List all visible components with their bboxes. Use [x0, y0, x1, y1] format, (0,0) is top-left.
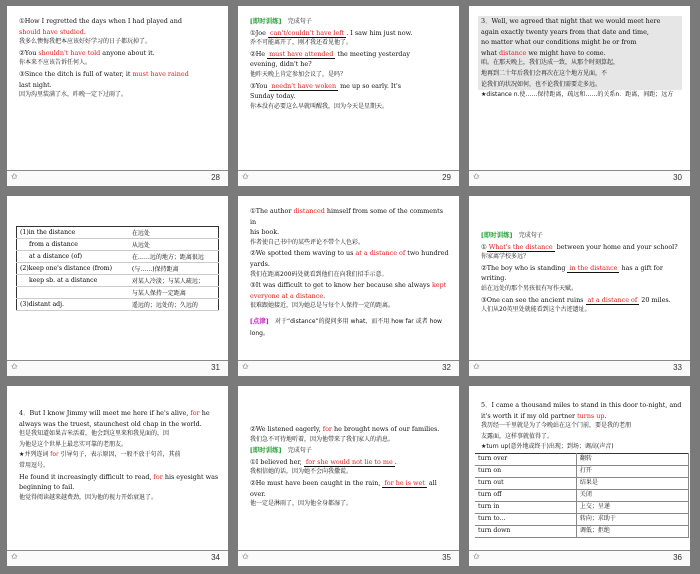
sentence-text: ②We listened eagerly, — [250, 425, 323, 433]
chinese-translation: 我们在距离200码处就看到他们在向我们招手示意。 — [250, 270, 388, 278]
slide-number: 30 — [673, 173, 682, 182]
sentence-text: the meeting yesterday — [335, 49, 410, 58]
slide-footer — [7, 550, 228, 566]
chinese-translation: 因为沟里装满了水，昨晚一定下过雨了。 — [19, 91, 128, 99]
answer-blank: at a distance of — [587, 295, 638, 304]
answer-text: kept — [431, 281, 447, 290]
table-row: turn off 关闭 — [475, 489, 689, 501]
sentence-text: his book. — [250, 228, 280, 237]
table-row: (1)in the distance 在远处 — [17, 227, 219, 239]
sentence-text: ②He must have been caught in the rain, — [250, 478, 383, 487]
table-row: turn out 结果是 — [475, 477, 689, 489]
table-row: (2)keep one's distance (from) (与……)保持距离 — [17, 263, 219, 275]
chinese-translation: 友露面，这样事就值得了。 — [481, 432, 554, 440]
sentence-text: beginning to fail. — [19, 483, 75, 492]
slide-28[interactable] — [7, 6, 228, 186]
slide-footer — [469, 550, 690, 566]
sentence-text: anyone about it. — [100, 48, 155, 57]
chinese-translation: 我多么懊悔我把本应该好好学习的日子都玩掉了。 — [19, 38, 152, 46]
table-row: turn to... 转向；求助于 — [475, 513, 689, 525]
slide-content — [19, 16, 220, 101]
sentence-text: we might have to come. — [526, 48, 606, 57]
table-row: turn on 打开 — [475, 465, 689, 477]
star-icon[interactable]: ✩ — [11, 172, 18, 181]
slide-content — [19, 408, 220, 503]
highlight-word: for — [322, 425, 332, 433]
sentence-text: what — [481, 48, 499, 57]
sentence-text: always was the truest, staunchest old chap in the world. — [19, 419, 202, 428]
table-row: 与某人保持一定距离 — [17, 287, 219, 299]
slide-footer — [7, 360, 228, 376]
grammar-note: 常用逗号。 — [19, 461, 50, 469]
answer-blank: What's the distance — [488, 242, 553, 251]
grammar-note: ★并列连词 — [19, 451, 51, 459]
table-row: turn down 调低；拒绝 — [475, 525, 689, 537]
slide-content — [250, 206, 451, 339]
answer-text: must have rained — [132, 69, 189, 78]
slide-30[interactable] — [469, 6, 690, 186]
sentence-text: ②The boy who is standing — [481, 263, 568, 272]
answer-text: distanced — [293, 207, 325, 215]
chinese-translation: 你本没有必要这么早就叫醒我，因为今天是星期天。 — [250, 102, 389, 110]
chinese-translation: 人们从20英里处就能看到这个古迹遗址。 — [481, 306, 591, 314]
sentence-text: ①Joe — [250, 28, 268, 37]
tip-label: [点津] — [250, 316, 269, 325]
table-row: (3)distant adj. 遥远的；远处的；久远的 — [17, 299, 219, 311]
sentence-text: ①I believed her, — [250, 457, 304, 466]
sentence-text: ③It was difficult to get to know her because she always — [250, 281, 432, 290]
slide-33[interactable] — [469, 196, 690, 376]
star-icon[interactable]: ✩ — [473, 552, 480, 561]
chinese-translation: 乔不可能离开了，刚才我还看见他了。 — [250, 39, 353, 47]
slide-footer — [469, 170, 690, 186]
chinese-translation: 我相信她的话，因为她不会向我撒谎。 — [250, 468, 353, 476]
answer-blank: for he is wet — [384, 478, 425, 487]
star-icon[interactable]: ✩ — [473, 172, 480, 181]
sentence-text: Sunday today. — [250, 92, 296, 101]
slide-number: 34 — [211, 553, 220, 562]
slide-content — [250, 424, 451, 510]
chinese-translation: 他昨天晚上肯定参加会议了，是吗？ — [250, 70, 347, 78]
slide-36[interactable] — [469, 386, 690, 566]
chinese-translation: 作者使自己书中的某些评论不带个人色彩。 — [250, 238, 365, 246]
sentence-text: between your home and your school? — [554, 242, 678, 251]
star-icon[interactable]: ✩ — [11, 552, 18, 561]
sentence-text: . — [394, 457, 397, 466]
sentence-text: all over. — [250, 478, 437, 498]
slide-29[interactable] — [238, 6, 459, 186]
answer-text: should have studied — [19, 27, 84, 36]
sentence-text: he — [199, 409, 210, 417]
sentence-text: ③Since the ditch is full of water, it — [19, 69, 133, 78]
sentence-text: 5．I came a thousand miles to stand in this door to-night, and — [481, 401, 682, 409]
chinese-translation: 论我们的状况如何，也不论我们需要走多远。 — [481, 80, 602, 88]
phrase-table — [475, 453, 689, 538]
sentence-text: . — [323, 291, 326, 300]
chinese-translation: 我历经一千里就是为了今晚站在这个门前，要是我的老朋 — [481, 422, 632, 430]
answer-blank: needn't have woken — [271, 81, 337, 90]
sentence-text: 3．Well, we agreed that night that we would meet here — [481, 17, 661, 25]
chinese-translation: 咱。在那天晚上，我们达成一致，从那个时刻算起， — [481, 59, 620, 67]
star-icon[interactable]: ✩ — [11, 362, 18, 371]
answer-blank: can't/couldn't have left — [269, 28, 345, 37]
practice-label: [即时训练] — [250, 17, 282, 25]
phrase-table — [16, 226, 219, 311]
slide-content — [478, 400, 682, 538]
table-row: from a distance 从远处 — [17, 239, 219, 251]
answer-text: shouldn't have told — [38, 48, 101, 57]
sentence-text: He found it increasingly difficult to read, — [19, 472, 154, 481]
chinese-translation: 为他是这个世界上最忠实可靠的老朋友。 — [19, 440, 128, 448]
slide-content — [481, 230, 682, 316]
sentence-text: evening, didn't he? — [250, 60, 312, 69]
slide-31[interactable] — [7, 196, 228, 376]
sentence-text: . I saw him just now. — [346, 28, 413, 37]
sentence-text: two hundred — [405, 249, 449, 258]
slide-number: 33 — [673, 363, 682, 372]
chinese-translation: 地再到二十年后我们会再次在这个地方见面，不 — [481, 69, 608, 77]
sentence-text: yards. — [250, 259, 270, 268]
sentence-text: me up so early. It's — [338, 81, 402, 90]
star-icon[interactable]: ✩ — [242, 552, 249, 561]
chinese-translation: 他觉得阅读越来越费劲，因为他的视力开始衰退了。 — [19, 493, 158, 501]
grammar-note: 引导句子，表示原因，一般不放于句首，其前 — [58, 451, 181, 459]
sentence-text: himself from some of the comments in — [250, 207, 443, 226]
slide-number: 31 — [211, 363, 220, 372]
answer-text: everyone at a distance — [250, 291, 324, 300]
chinese-translation: 但是我知道如果吉米活着，他会到这里来和我见面的，因 — [19, 430, 170, 438]
sentence-text: ①The author — [250, 207, 294, 215]
sentence-text: ②He — [250, 49, 268, 58]
sentence-text: ①How I regretted the days when I had played and — [19, 17, 182, 25]
chinese-translation: 站在远处的那个男孩很有写作天赋。 — [481, 284, 578, 292]
sentence-text: again exactly twenty years from that date and time, — [481, 27, 649, 36]
complete-label: 完成句子 — [287, 447, 312, 455]
slide-footer — [469, 360, 690, 376]
slide-35[interactable] — [238, 386, 459, 566]
slide-number: 32 — [442, 363, 451, 372]
sentence-text: . — [604, 411, 607, 420]
highlight-word: turns up — [577, 411, 605, 420]
highlighted-passage — [478, 16, 682, 90]
vocab-note: ★distance n.使……保持距离，疏远和……的关系n．距离，间距；远方 — [481, 91, 674, 99]
sentence-text: it's worth it if my old partner — [481, 411, 578, 420]
sentence-text: ③You — [250, 81, 270, 90]
practice-label: [即时训练] — [481, 231, 513, 239]
slide-34[interactable] — [7, 386, 228, 566]
slide-content — [250, 16, 451, 112]
sentence-text: has a gift for — [619, 263, 663, 272]
star-icon[interactable]: ✩ — [242, 362, 249, 371]
slide-footer — [238, 170, 459, 186]
star-icon[interactable]: ✩ — [473, 362, 480, 371]
highlight-word: for — [50, 451, 59, 459]
answer-blank: in the distance — [569, 263, 618, 272]
slide-number: 28 — [211, 173, 220, 182]
table-row: turn in 上交；呈递 — [475, 501, 689, 513]
slide-32[interactable] — [238, 196, 459, 376]
sentence-text: his eyesight was — [162, 472, 219, 481]
sentence-text: 4．But I know Jimmy will meet me here if he's alive, — [19, 409, 191, 417]
sentence-text: no matter what our conditions might be or from — [481, 38, 637, 47]
slide-footer — [238, 360, 459, 376]
complete-label: 完成句子 — [518, 232, 543, 239]
star-icon[interactable]: ✩ — [242, 172, 249, 181]
sentence-text: ②You — [19, 48, 39, 57]
highlight-word: for — [190, 409, 200, 417]
sentence-text: ②We spotted them waving to us — [250, 249, 356, 258]
chinese-translation: 很难跟她接近，因为她总是与每个人保持一定的距离。 — [250, 302, 395, 310]
sentence-text: he brought news of our families. — [332, 425, 440, 433]
sentence-text: writing. — [481, 274, 507, 283]
chinese-translation: 你本来不应该告诉任何人。 — [19, 59, 92, 67]
answer-text: at a distance of — [355, 249, 406, 258]
answer-blank: for she would not lie to me — [305, 457, 393, 466]
slide-content — [481, 16, 682, 101]
practice-label: [即时训练] — [250, 446, 282, 455]
sentence-text: 20 miles. — [639, 295, 671, 304]
slide-number: 29 — [442, 173, 451, 182]
table-row: turn over 翻转 — [475, 453, 689, 465]
complete-label: 完成句子 — [287, 18, 312, 25]
highlight-word: distance — [499, 48, 527, 57]
slide-footer — [238, 550, 459, 566]
table-row: keep sb. at a distance 对某人冷淡；与某人疏远； — [17, 275, 219, 287]
slide-number: 35 — [442, 553, 451, 562]
sentence-text: ③One can see the ancient ruins — [481, 295, 586, 304]
vocab-note: ★turn up(意外地或终于)出现；到场；调高(声音) — [481, 443, 614, 451]
answer-blank: must have attended — [269, 49, 334, 58]
chinese-translation: 他一定是淋雨了，因为他全身都湿了。 — [250, 500, 353, 508]
table-row: at a distance (of) 在……远的地方；距离很远 — [17, 251, 219, 263]
slide-number: 36 — [673, 553, 682, 562]
slide-footer — [7, 170, 228, 186]
sentence-text: last night. — [19, 80, 52, 89]
sentence-text: . — [83, 27, 86, 36]
chinese-translation: 你家离学校多远？ — [481, 253, 530, 261]
chinese-translation: 我们急不可待地听着，因为他带来了我们家人的消息。 — [250, 435, 395, 443]
sentence-text: ① — [481, 242, 487, 251]
highlight-word: for — [153, 472, 163, 481]
tip-text: 对于“distance”的提问多用 what，而不用 how far 或者 how long。 — [250, 317, 442, 337]
